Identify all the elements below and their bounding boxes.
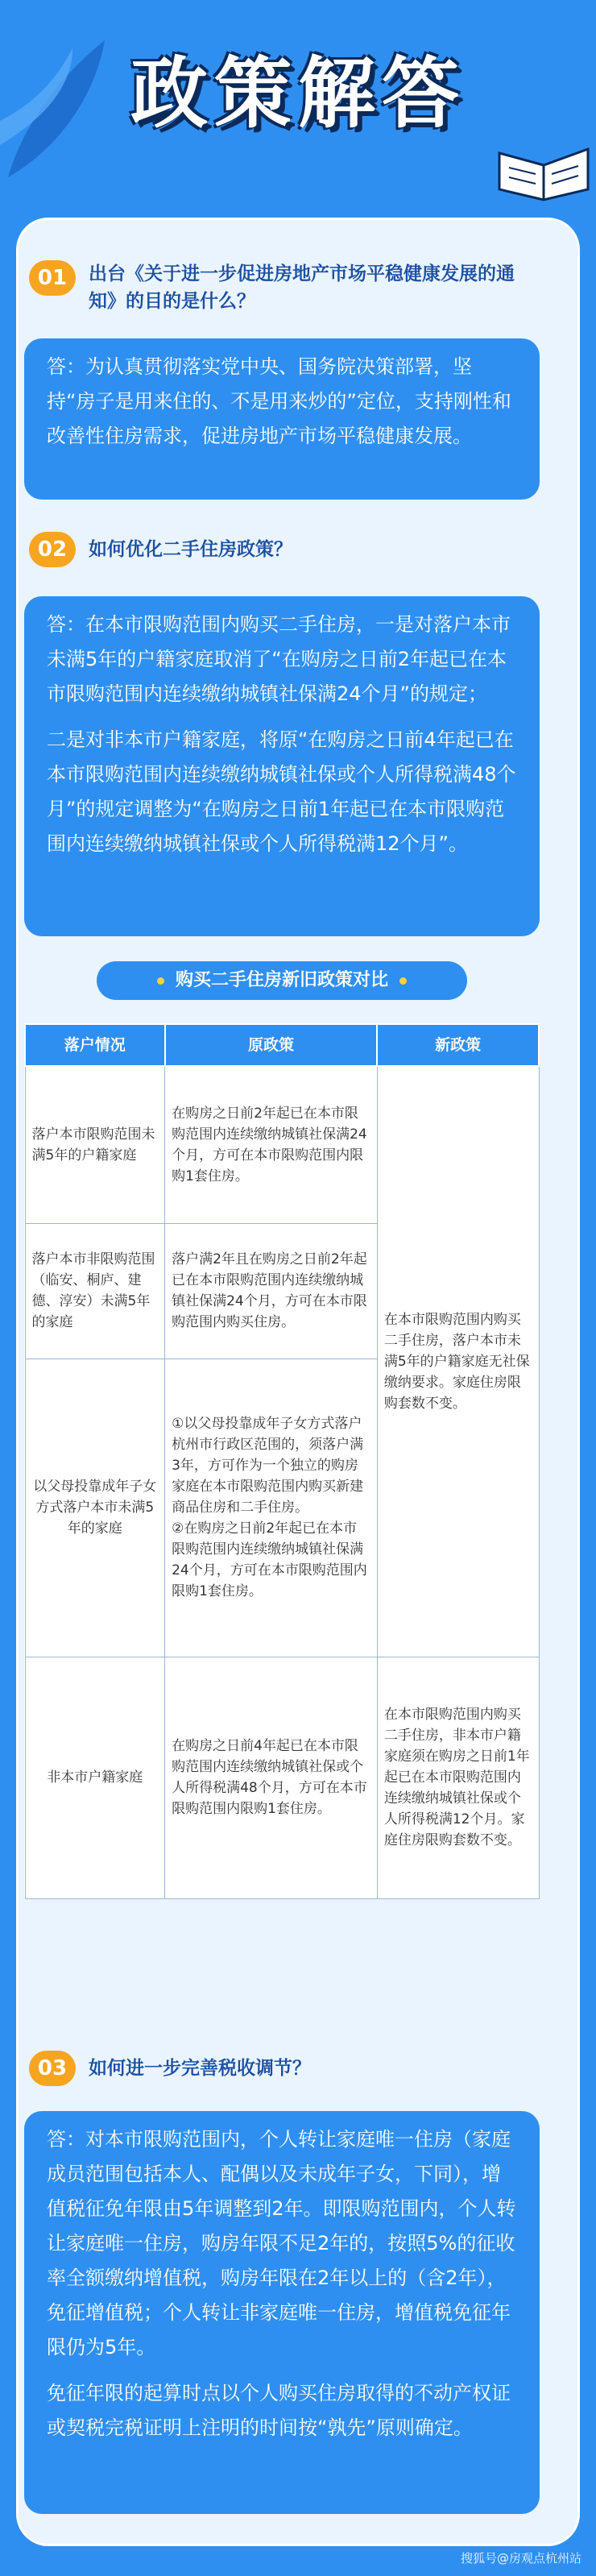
bullet-dot-icon [157, 977, 164, 985]
question-2-text: 如何优化二手住房政策？ [89, 539, 292, 560]
book-decoration-icon [491, 121, 596, 201]
source-watermark: 搜狐号@房观点杭州站 [460, 2551, 582, 2566]
header-new-policy: 新政策 [377, 1024, 539, 1066]
answer-2-paragraph-1: 答：在本市限购范围内购买二手住房，一是对落户本市未满5年的户籍家庭取消了“在购房之日前2年起已在本市限购范围内连续缴纳城镇社保满24个月”的规定； [47, 613, 511, 705]
answer-1-text: 答：为认真贯彻落实党中央、国务院决策部署，坚持“房子是用来住的、不是用来炒的”定位，支持刚性和改善性住房需求，促进房地产市场平稳健康发展。 [47, 355, 511, 447]
table-row [25, 1657, 539, 1898]
question-3-number: 03 [29, 2051, 76, 2086]
answer-1 [24, 338, 540, 500]
old-policy-cell: 落户满2年且在购房之日前2年起已在本市限购范围内连续缴纳城镇社保满24个月，方可在本市限购范围内购买住房。 [165, 1223, 378, 1359]
page-title: 政策解答 [130, 48, 466, 139]
situation-cell: 落户本市非限购范围（临安、桐庐、建德、淳安）未满5年的家庭 [25, 1223, 165, 1359]
old-policy-cell: 在购房之日前2年起已在本市限购范围内连续缴纳城镇社保满24个月，方可在本市限购范围内限购1套住房。 [165, 1066, 378, 1223]
question-1-text: 出台《关于进一步促进房地产市场平稳健康发展的通知》的目的是什么？ [89, 263, 515, 312]
table-row [25, 1066, 539, 1223]
question-1-number: 01 [29, 260, 76, 296]
answer-2 [24, 596, 540, 936]
situation-cell: 非本市户籍家庭 [25, 1657, 165, 1898]
answer-2-paragraph-2: 二是对非本市户籍家庭，将原“在购房之日前4年起已在本市限购范围内连续缴纳城镇社保或个人所得税满48个月”的规定调整为“在购房之日前1年起已在本市限购范围内连续缴纳城镇社保或个人所得税满12个月”。 [47, 728, 516, 855]
policy-comparison-table [24, 1023, 540, 1899]
question-1 [29, 260, 528, 315]
question-2-number: 02 [29, 532, 76, 567]
old-policy-cell: 在购房之日前4年起已在本市限购范围内连续缴纳城镇社保或个人所得税满48个月，方可在本市限购范围内限购1套住房。 [165, 1657, 378, 1898]
comparison-title-text: 购买二手住房新旧政策对比 [175, 970, 388, 990]
header-old-policy: 原政策 [165, 1024, 378, 1066]
question-2 [29, 532, 528, 567]
answer-3 [24, 2111, 540, 2514]
new-policy-cell: 在本市限购范围内购买二手住房，非本市户籍家庭须在购房之日前1年起已在本市限购范围内连续缴纳城镇社保或个人所得税满12个月。家庭住房限购套数不变。 [377, 1657, 539, 1898]
answer-3-paragraph-2: 免征年限的起算时点以个人购买住房取得的不动产权证或契税完税证明上注明的时间按“孰先”原则确定。 [47, 2382, 511, 2439]
comparison-title [97, 961, 467, 1000]
new-policy-merged-cell: 在本市限购范围内购买二手住房，落户本市未满5年的户籍家庭无社保缴纳要求。家庭住房限购套数不变。 [377, 1066, 539, 1657]
situation-cell: 以父母投靠成年子女方式落户本市未满5年的家庭 [25, 1359, 165, 1657]
situation-cell: 落户本市限购范围未满5年的户籍家庭 [25, 1066, 165, 1223]
question-3 [29, 2051, 528, 2086]
table-header-row [25, 1024, 539, 1066]
answer-3-paragraph-1: 答：对本市限购范围内，个人转让家庭唯一住房（家庭成员范围包括本人、配偶以及未成年子女，下同），增值税征免年限由5年调整到2年。即限购范围内，个人转让家庭唯一住房，购房年限不足2年的，按照5%的征收率全额缴纳增值税，购房年限在2年以上的（含2年），免征增值税；个人转让非家庭唯一住房，增值税免征年限仍为5年。 [47, 2128, 516, 2358]
header-situation: 落户情况 [25, 1024, 165, 1066]
old-policy-cell: ①以父母投靠成年子女方式落户杭州市行政区范围的，须落户满3年，方可作为一个独立的购房家庭在本市限购范围内购买新建商品住房和二手住房。 ②在购房之日前2年起已在本市限购范围内连续缴纳城镇社保满24个月，方可在本市限购范围内限购1套住房。 [165, 1359, 378, 1657]
bullet-dot-icon [399, 977, 407, 985]
hero-banner [0, 0, 596, 201]
question-3-text: 如何进一步完善税收调节？ [89, 2058, 311, 2079]
